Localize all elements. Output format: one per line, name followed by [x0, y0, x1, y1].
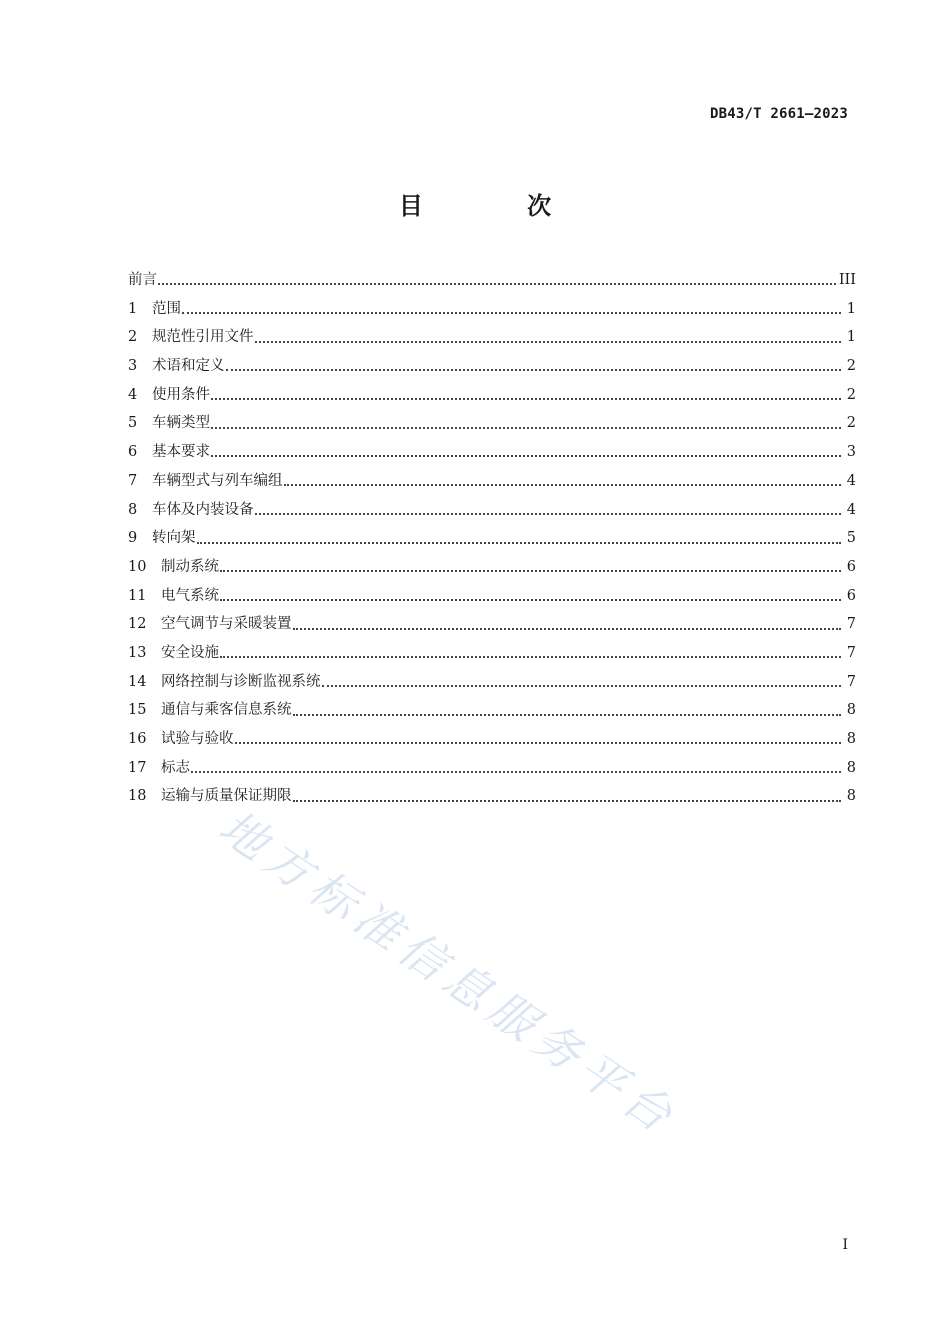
toc-entry-label: 前言 [128, 272, 157, 288]
toc-entry-number: 7 [128, 472, 138, 489]
toc-entry-label: 标志 [161, 759, 190, 776]
toc-entry-page: 2 [846, 358, 856, 375]
toc-leader-dots [220, 599, 841, 601]
toc-entry-page: 8 [846, 759, 856, 776]
toc-leader-dots [293, 800, 842, 802]
toc-entry-label: 规范性引用文件 [152, 329, 254, 346]
toc-entry-page: 8 [846, 788, 856, 805]
page-title: 目 次 [398, 192, 600, 220]
toc-entry-page: 5 [846, 530, 856, 547]
toc-entry-page: 3 [846, 444, 856, 461]
table-of-contents [128, 266, 856, 811]
toc-entry-label: 术语和定义 [152, 358, 225, 375]
toc-entry-label: 使用条件 [152, 386, 210, 403]
toc-entry-number: 1 [128, 300, 138, 317]
toc-entry-label: 试验与验收 [161, 731, 234, 747]
toc-entry-page: 7 [846, 644, 856, 661]
toc-leader-dots [284, 484, 842, 486]
toc-entry-label: 网络控制与诊断监视系统 [161, 673, 321, 690]
toc-entry-11[interactable] [128, 582, 856, 611]
toc-entry-3[interactable] [128, 352, 856, 381]
toc-entry-13[interactable] [128, 639, 856, 668]
toc-entry-page: 4 [846, 472, 856, 489]
toc-entry-17[interactable] [128, 754, 856, 783]
toc-entry-7[interactable] [128, 467, 856, 496]
toc-entry-number: 2 [128, 329, 138, 346]
toc-leader-dots [191, 771, 841, 773]
toc-entry-10[interactable] [128, 553, 856, 582]
toc-entry-number: 16 [128, 731, 147, 747]
toc-entry-label: 制动系统 [161, 558, 219, 575]
toc-entry-page: 7 [846, 616, 856, 633]
toc-entry-label: 运输与质量保证期限 [161, 788, 292, 805]
toc-entry-page: 7 [846, 673, 856, 690]
toc-leader-dots [211, 427, 841, 429]
toc-entry-label: 车辆类型 [152, 415, 210, 432]
toc-entry-label: 范围 [152, 300, 181, 317]
toc-entry-page: 1 [846, 300, 856, 317]
toc-leader-dots [158, 283, 836, 285]
toc-entry-label: 通信与乘客信息系统 [161, 702, 292, 719]
toc-entry-1[interactable] [128, 295, 856, 324]
toc-entry-number: 14 [128, 673, 147, 690]
toc-entry-8[interactable] [128, 496, 856, 525]
toc-leader-dots [211, 455, 841, 457]
toc-entry-page: 8 [846, 702, 856, 719]
toc-entry-6[interactable] [128, 438, 856, 467]
toc-entry-page: 1 [846, 329, 856, 346]
toc-leader-dots [182, 312, 841, 314]
toc-entry-15[interactable] [128, 696, 856, 725]
toc-leader-dots [220, 656, 841, 658]
toc-entry-label: 安全设施 [161, 644, 219, 661]
toc-entry-number: 9 [128, 530, 138, 547]
toc-leader-dots [255, 513, 842, 515]
toc-leader-dots [293, 714, 842, 716]
toc-entry-page: 2 [846, 415, 856, 432]
toc-entry-page: 6 [846, 558, 856, 575]
toc-entry-number: 12 [128, 616, 147, 633]
toc-entry-number: 8 [128, 501, 138, 518]
toc-entry-label: 车体及内装设备 [152, 501, 254, 518]
watermark: 地方标准信息服务平台 [209, 799, 688, 1147]
toc-entry-label: 车辆型式与列车编组 [152, 472, 283, 489]
toc-entry-12[interactable] [128, 610, 856, 639]
toc-leader-dots [220, 570, 841, 572]
toc-entry-page: III [838, 272, 856, 288]
toc-entry-label: 空气调节与采暖装置 [161, 616, 292, 633]
toc-entry-label: 转向架 [152, 530, 196, 547]
toc-leader-dots [322, 685, 842, 687]
toc-entry-page: 2 [846, 386, 856, 403]
toc-entry-2[interactable] [128, 323, 856, 352]
toc-leader-dots [255, 341, 842, 343]
toc-entry-number: 5 [128, 415, 138, 432]
toc-entry-page: 8 [846, 731, 856, 747]
toc-entry-4[interactable] [128, 381, 856, 410]
toc-entry-page: 6 [846, 587, 856, 604]
toc-entry-number: 17 [128, 759, 147, 776]
toc-entry-label: 电气系统 [161, 587, 219, 604]
toc-leader-dots [235, 742, 842, 744]
toc-entry-number: 6 [128, 444, 138, 461]
toc-entry-number: 4 [128, 386, 138, 403]
toc-entry-number: 18 [128, 788, 147, 805]
page-number: I [842, 1237, 848, 1253]
toc-entry-number: 15 [128, 702, 147, 719]
toc-leader-dots [197, 542, 842, 544]
toc-entry-preface[interactable] [128, 266, 856, 295]
toc-entry-18[interactable] [128, 782, 856, 811]
toc-leader-dots [226, 369, 842, 371]
toc-entry-number: 13 [128, 644, 147, 661]
toc-entry-number: 3 [128, 358, 138, 375]
toc-entry-9[interactable] [128, 524, 856, 553]
standard-code: DB43/T 2661—2023 [709, 106, 848, 122]
toc-entry-number: 10 [128, 558, 147, 575]
toc-entry-14[interactable] [128, 668, 856, 697]
toc-leader-dots [293, 628, 842, 630]
toc-entry-page: 4 [846, 501, 856, 518]
toc-leader-dots [211, 398, 841, 400]
toc-entry-16[interactable] [128, 725, 856, 754]
toc-entry-5[interactable] [128, 409, 856, 438]
toc-entry-label: 基本要求 [152, 444, 210, 461]
toc-entry-number: 11 [128, 587, 147, 604]
